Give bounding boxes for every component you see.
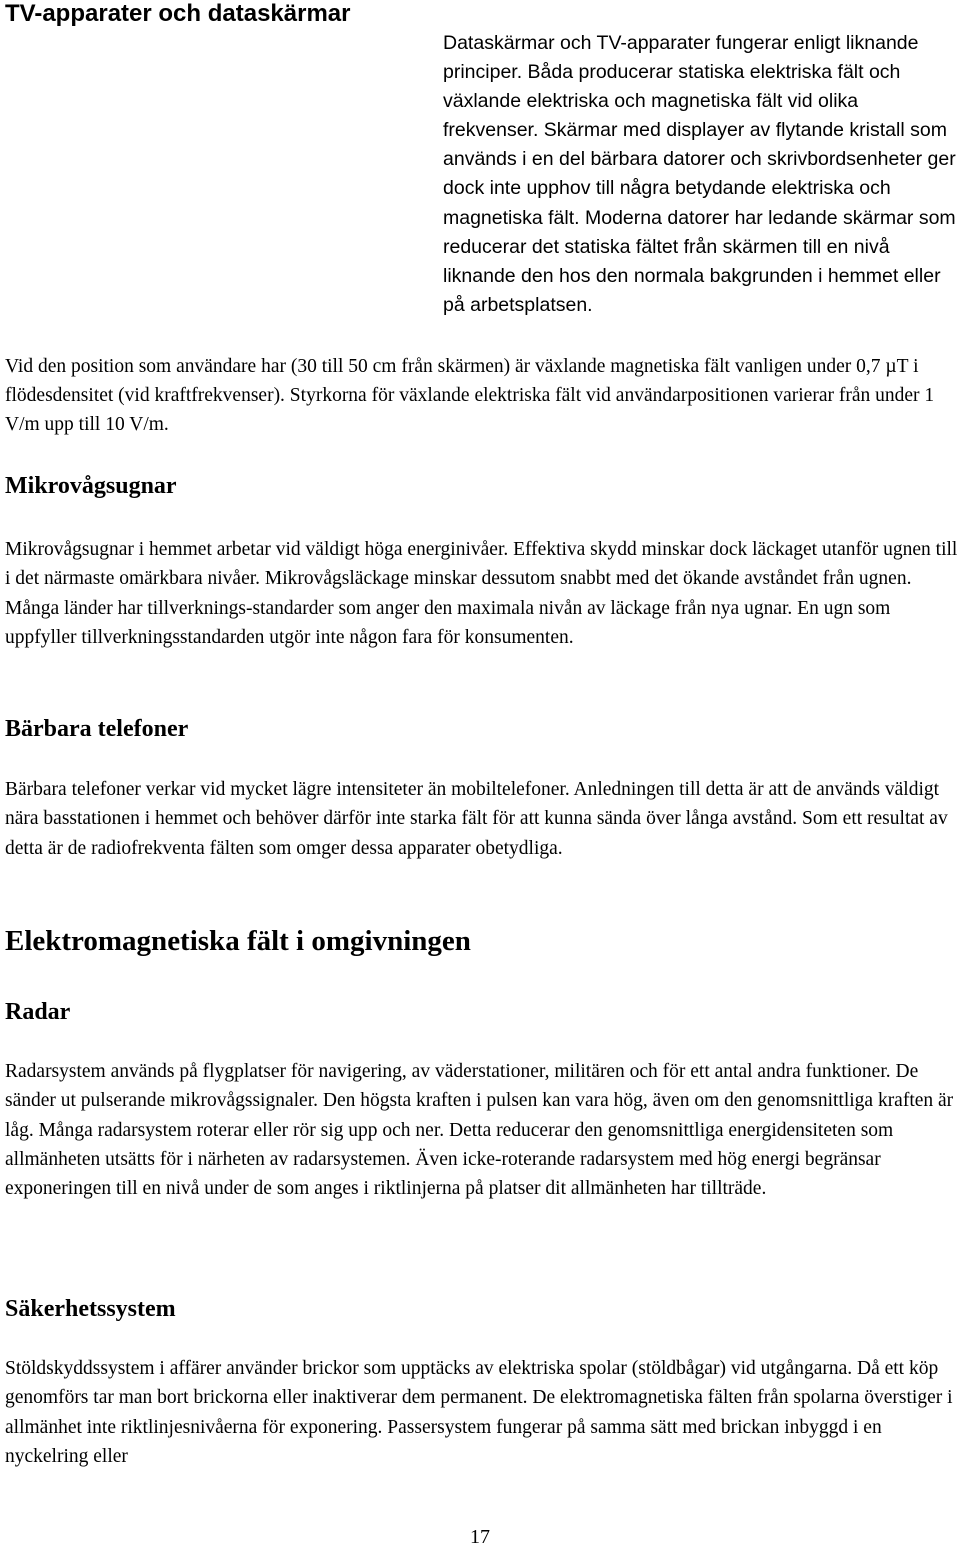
paragraph-cordless-phones: Bärbara telefoner verkar vid mycket lägre intensiteter än mobiltelefoner. Anledningen till detta är att de används väldigt nära basstationen i hemmet och behöver därför inte starka fält för att kunna sända över långa avstånd. Som ett resultat av detta är de radiofrekventa fälten som omger dessa apparater obetydliga. bbox=[5, 779, 948, 859]
paragraph-tv-indented: Dataskärmar och TV-apparater fungerar enligt liknande principer. Båda producerar statiska elektriska fält och växlande elektriska och magnetiska fält vid olika frekvenser. Skärmar med displayer av flytande kristall som används i en del bärbara datorer och skrivbordsenheter ger dock inte upphov till några betydande elektriska och magnetiska fält. Moderna datorer har ledande skärmar som reducerar det statiska fältet från skärmen till en nivå liknande den hos den normala bakgrunden i hemmet eller på arbetsplatsen. bbox=[443, 32, 956, 316]
page-number: 17 bbox=[470, 1526, 490, 1548]
heading-cordless-phones: Bärbara telefoner bbox=[5, 716, 189, 742]
heading-microwave-ovens: Mikrovågsugnar bbox=[5, 473, 177, 499]
paragraph-security-systems: Stöldskyddssystem i affärer använder brickor som upptäcks av elektriska spolar (stöldbågar) vid utgångarna. Då ett köp genomförs tar man bort brickorna eller inaktiverar dem permanent. De elektromagnetiska fälten från spolarna överstiger i allmänhet inte riktlinjesnivåerna för exponering. Passersystem fungerar på samma sätt med brickan inbyggd i en nyckelring eller bbox=[5, 1358, 953, 1467]
paragraph-tv-fields: Vid den position som användare har (30 till 50 cm från skärmen) är växlande magnetiska fält vanligen under 0,7 µT i flödesdensitet (vid kraftfrekvenser). Styrkorna för växlande elektriska fält vid användarpositionen varierar från under 1 V/m upp till 10 V/m. bbox=[5, 356, 935, 436]
paragraph-radar: Radarsystem används på flygplatser för navigering, av väderstationer, militären och för ett antal andra funktioner. De sänder ut pulserande mikrovågssignaler. Den högsta kraften i pulsen kan vara hög, även om den genomsnittliga kraften är låg. Många radarsystem roterar eller rör sig upp och ner. Detta reducerar den genomsnittliga energidensiteten som allmänheten utsätts för i närheten av radarsystemen. Även icke-roterande radarsystem med hög energi begränsar exponeringen till en nivå under de som anges i riktlinjerna på platser dit allmänheten har tillträde. bbox=[5, 1061, 954, 1200]
heading-security-systems: Säkerhetssystem bbox=[5, 1296, 176, 1322]
heading-em-fields-environment: Elektromagnetiska fält i omgivningen bbox=[5, 925, 471, 957]
heading-tv-monitors: TV-apparater och dataskärmar bbox=[5, 0, 351, 27]
paragraph-microwave-ovens: Mikrovågsugnar i hemmet arbetar vid väldigt höga energinivåer. Effektiva skydd minskar dock läckaget utanför ugnen till i det närmaste omärkbara nivåer. Mikrovågsläckage minskar dessutom snabbt med det ökande avståndet från ugnen. Många länder har tillverknings-standarder som anger den maximala nivån av läckage från nya ugnar. En ugn som uppfyller tillverkningsstandarden utgör inte någon fara för konsumenten. bbox=[5, 539, 958, 648]
heading-radar: Radar bbox=[5, 999, 71, 1025]
